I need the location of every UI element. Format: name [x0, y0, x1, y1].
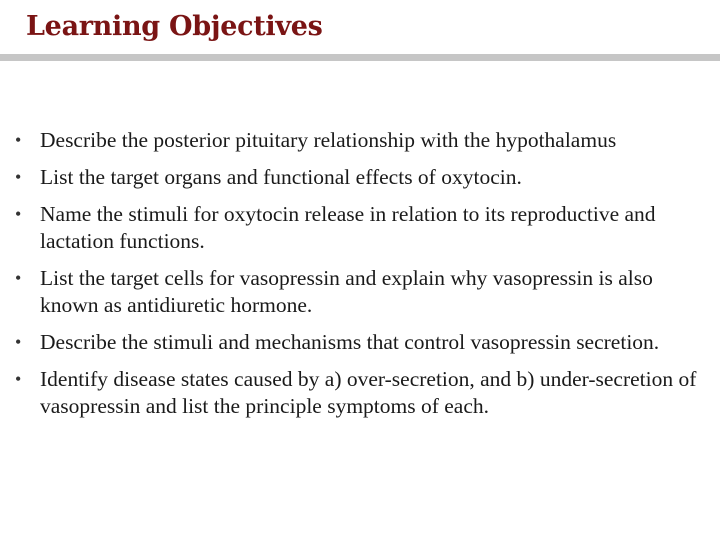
objective-item — [12, 329, 702, 356]
slide-title: Learning Objectives — [26, 11, 323, 42]
objective-item — [12, 127, 702, 154]
objective-text: Describe the posterior pituitary relationship with the hypothalamus — [40, 128, 617, 152]
title-divider — [0, 54, 720, 61]
objective-text: Name the stimuli for oxytocin release in relation to its reproductive and lactation functions. — [40, 202, 656, 253]
objective-item — [12, 201, 702, 255]
bullet-icon: • — [15, 369, 22, 389]
bullet-icon: • — [15, 332, 22, 352]
objective-text: List the target organs and functional effects of oxytocin. — [40, 165, 522, 189]
bullet-icon: • — [15, 268, 22, 288]
objective-item — [12, 164, 702, 191]
bullet-icon: • — [15, 130, 22, 150]
objective-item — [12, 265, 702, 319]
objective-text: List the target cells for vasopressin and explain why vasopressin is also known as antidiuretic hormone. — [40, 266, 653, 317]
objective-text: Describe the stimuli and mechanisms that control vasopressin secretion. — [40, 330, 660, 354]
objective-text: Identify disease states caused by a) over-secretion, and b) under-secretion of vasopressin and list the principle symptoms of each. — [40, 367, 697, 418]
bullet-icon: • — [15, 167, 22, 187]
bullet-icon: • — [15, 204, 22, 224]
objectives-list — [12, 127, 702, 430]
objective-item — [12, 366, 702, 420]
